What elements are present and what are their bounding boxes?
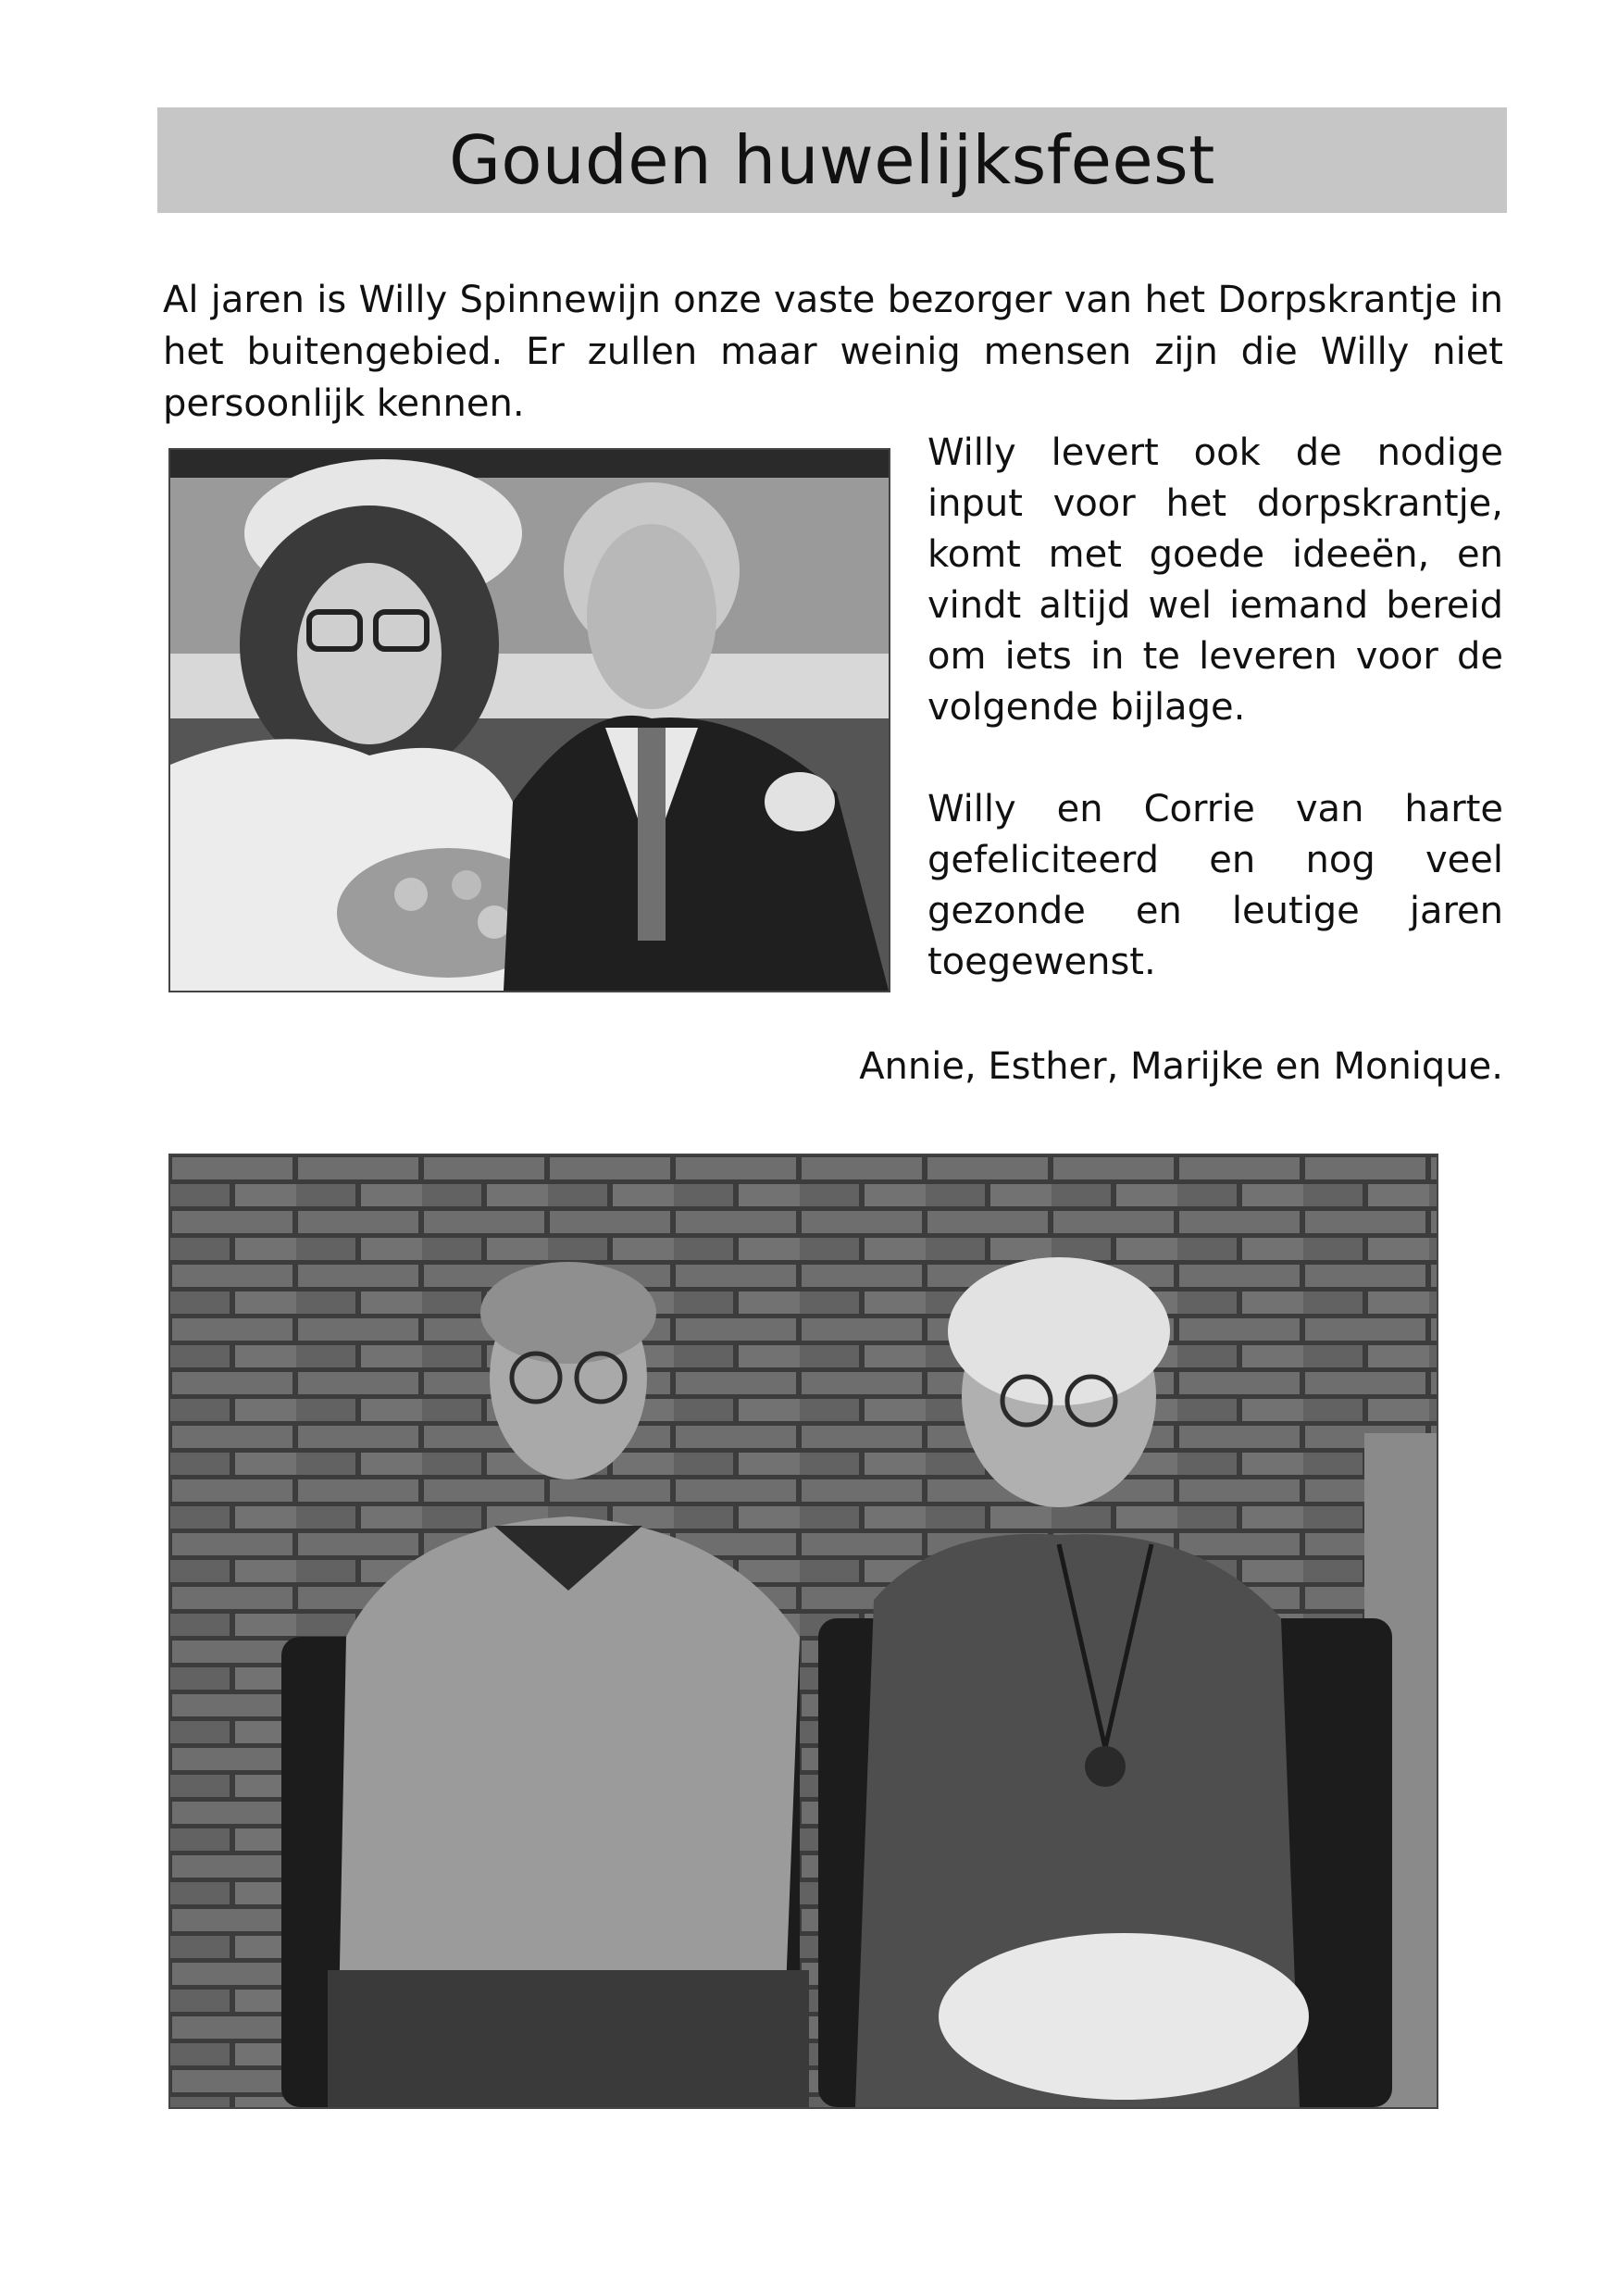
page-title: Gouden huwelijksfeest [449, 121, 1215, 199]
title-bar [157, 107, 1507, 213]
side-paragraph: Willy levert ook de nodige input voor het dorpskrantje, komt met goede ideeën, en vindt altijd wel iemand bereid om iets in te leveren voor de volgende bijlage. [927, 431, 1503, 729]
intro-paragraph: Al jaren is Willy Spinnewijn onze vaste bezorger van het Dorpskrantje in het buitengebied. Er zullen maar weinig mensen zijn die Willy niet persoonlijk kennen. [163, 279, 1503, 425]
side-paragraph: Willy en Corrie van harte gefeliciteerd en nog veel gezonde en leutige jaren toegewenst. [927, 788, 1503, 983]
signature: Annie, Esther, Marijke en Monique. [859, 1045, 1503, 1088]
wedding-photo [168, 448, 890, 992]
recent-photo [168, 1154, 1438, 2109]
side-text [927, 428, 1503, 1039]
